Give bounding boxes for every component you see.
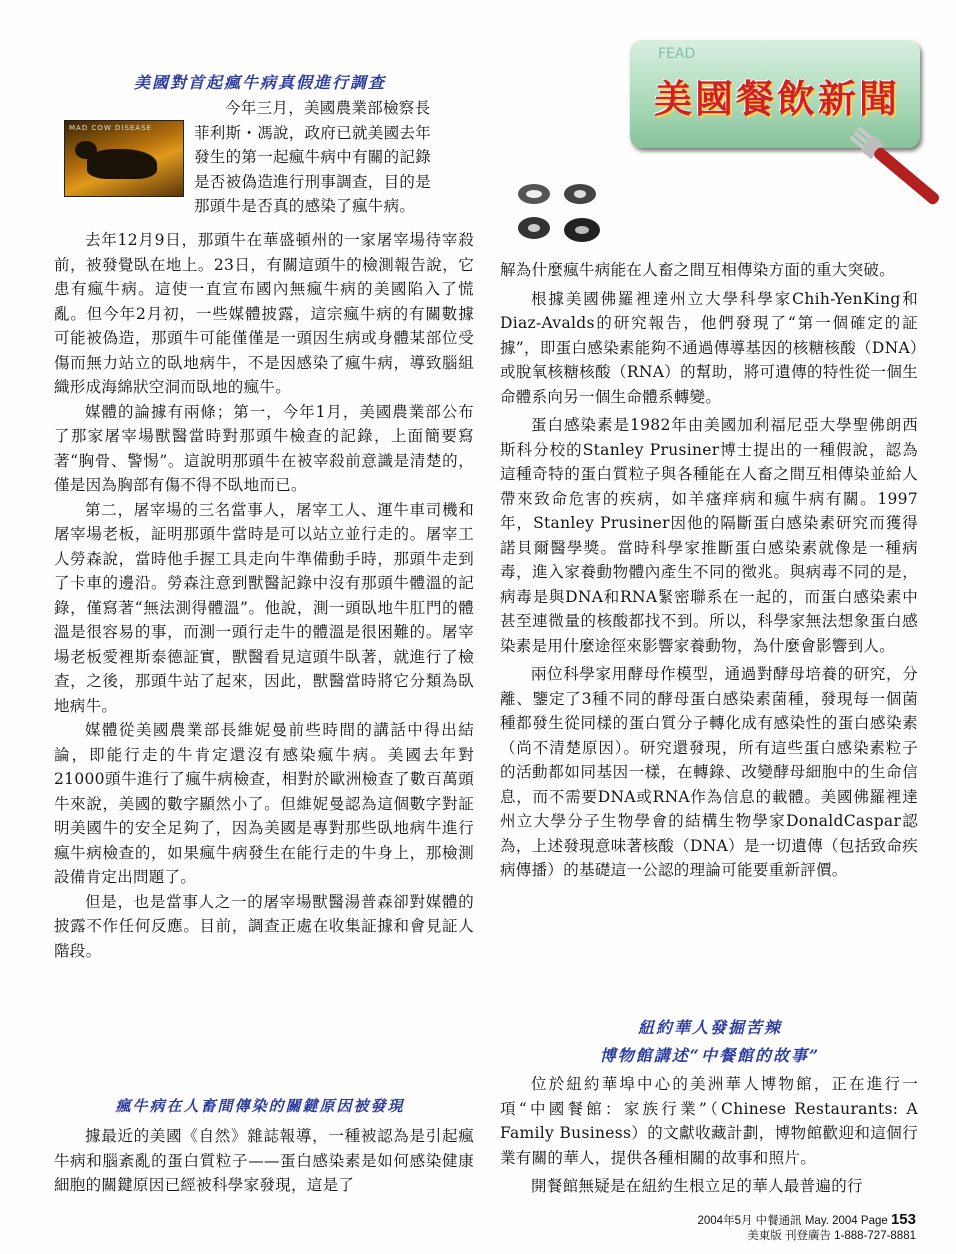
article-heading-3-line2: 博物館講述“中餐館的故事”	[599, 1046, 821, 1065]
page-footer	[697, 1212, 916, 1244]
footer-line-1	[697, 1212, 916, 1229]
intro-block	[194, 96, 474, 219]
paragraph: 位於紐約華埠中心的美洲華人博物館，正在進行一項“中國餐館：家族行業”（Chinese Restaurants: A Family Business）的文獻收藏計劃，博物館歡迎和這個行業有關的華人，提供各種相關的故事和照片。	[500, 1075, 918, 1167]
right-column-body	[500, 258, 918, 883]
article-heading-2: 瘋牛病在人畜間傳染的關鍵原因被發現	[115, 1097, 405, 1115]
paragraph: 去年12月9日，那頭牛在華盛頓州的一家屠宰場待宰殺前，被發覺臥在地上。23日，有關這頭牛的檢測報告說，它患有瘋牛病。這使一直宣布國內無瘋牛病的美國陷入了慌亂。但今年2月初，一些媒體披露，這宗瘋牛病的有關數據可能被偽造，那頭牛可能僅僅是一頭因生病或身體某部位受傷而無力站立的臥地病牛，不是因感染了瘋牛病，導致腦組織形成海綿狀空洞而臥地的瘋牛。	[54, 231, 474, 396]
paragraph: 蛋白感染素是1982年由美國加利福尼亞大學聖佛朗西斯科分校的Stanley Prusiner博士提出的一種假說，認為這種奇特的蛋白質粒子與各種能在人畜之間互相傳染並給人帶來致命危害的疾病，如羊瘙痒病和瘋牛病有關。1997年，Stanley Prusiner因他的隔斷蛋白感染素研究而獲得諾貝爾醫學獎。當時科學家推斷蛋白感染素就像是一種病毒，進入家養動物體內產生不同的徵兆。與病毒不同的是，病毒是與DNA和RNA緊密聯系在一起的，而蛋白感染素中甚至連微量的核酸都找不到。所以，科學家無法想象蛋白感染素是用什麼途徑來影響家養動物，為什麼會影響到人。	[500, 416, 918, 655]
logo-title: 美國餐飲新聞	[654, 77, 901, 121]
logo-watermark-text: FEAD	[658, 46, 696, 62]
page-number: 153	[890, 1211, 916, 1228]
paragraph: 據最近的美國《自然》雜誌報導，一種被認為是引起瘋牛病和腦紊亂的蛋白質粒子——蛋白感染素是如何感染健康細胞的關鍵原因已經被科學家發現，這是了	[54, 1127, 474, 1194]
paragraph: 但是，也是當事人之一的屠宰場獸醫湯普森卻對媒體的披露不作任何反應。目前，調查正處在收集証據和會見証人階段。	[54, 892, 474, 960]
left-column-body	[54, 228, 474, 963]
photo-caption: MAD COW DISEASE	[69, 124, 152, 132]
footer-line-2: 美東版 刊登廣告 1-888-727-8881	[747, 1230, 916, 1242]
paragraph: 媒體從美國農業部長維妮曼前些時間的講話中得出結論，即能行走的牛肯定還沒有感染瘋牛病。美國去年對21000頭牛進行了瘋牛病檢查，相對於歐洲檢查了數百萬頭牛來說，美國的數字顯然小了。但維妮曼認為這個數字對証明美國牛的安全足夠了，因為美國是專對那些臥地病牛進行瘋牛病檢查的，如果瘋牛病發生在能行走的牛身上，那檢測設備肯定出問題了。	[54, 721, 474, 886]
fork-icon	[835, 110, 955, 220]
cow-body-shape	[87, 149, 157, 179]
intro-line: 是否被偽造進行刑事調查，目的是	[194, 172, 432, 191]
paragraph-continued: 解為什麼瘋牛病能在人畜之間互相傳染方面的重大突破。	[500, 261, 896, 279]
right-column-h3-body	[500, 1072, 918, 1199]
intro-line: 菲利斯・馮說，政府已就美國去年	[194, 123, 432, 142]
paragraph: 根據美國佛羅裡達州立大學科學家Chih-YenKing和Diaz-Avalds的研究報告，他們發現了“第一個確定的証據”，即蛋白感染素能夠不通過傳導基因的核糖核酸（DNA）或脫氧核糖核酸（RNA）的幫助，將可遺傳的特性從一個生命體系向另一個生命體系轉變。	[500, 289, 918, 406]
mad-cow-photo	[64, 120, 184, 197]
footer-issue: 2004年5月 中餐通訊 May. 2004 Page	[697, 1215, 888, 1227]
article-heading-1: 美國對首起瘋牛病真假進行調查	[133, 73, 386, 92]
article-heading-3-line1: 紐約華人發掘苦辣	[637, 1018, 782, 1037]
intro-line: 發生的第一起瘋牛病中有關的記錄	[194, 148, 432, 166]
intro-line: 那頭牛是否真的感染了瘋牛病。	[194, 197, 416, 215]
paragraph: 第二，屠宰場的三名當事人，屠宰工人、運牛車司機和屠宰場老板，証明那頭牛當時是可以站立並行走的。屠宰工人勞森說，當時他手握工具走向牛準備動手時，那頭牛走到了卡車的邊沿。勞森注意到獸醫記錄中沒有那頭牛體溫的記錄，僅寫著“無法測得體溫”。他說，測一頭臥地牛肛門的體溫是很容易的事，而測一頭行走牛的體溫是很困難的。屠宰場老板愛裡斯泰德証實，獸醫看見這頭牛臥著，就進行了檢查，之後，那頭牛站了起來，因此，獸醫當時將它分類為臥地病牛。	[54, 500, 474, 715]
paragraph: 媒體的論據有兩條；第一，今年1月，美國農業部公布了那家屠宰場獸醫當時對那頭牛檢查的記錄，上面簡要寫著“胸骨、警惕”。這說明那頭牛在被宰殺前意識是清楚的，僅是因為胸部有傷不得不臥地而已。	[54, 402, 474, 494]
left-column-h2-body	[54, 1124, 474, 1198]
intro-line: 今年三月，美國農業部檢察長	[225, 99, 431, 117]
microscope-image	[512, 178, 612, 248]
paragraph: 開餐館無疑是在紐約生根立足的華人最普遍的行	[531, 1177, 863, 1195]
paragraph: 兩位科學家用酵母作模型，通過對酵母培養的研究，分離、鑒定了3種不同的酵母蛋白感染素菌種，發現每一個菌種都發生從同樣的蛋白質分子轉化成有感染性的蛋白感染素（尚不清楚原因）。研究還發現，所有這些蛋白感染素粒子的活動都如同基因一樣，在轉錄、改變酵母細胞中的生命信息，而不需要DNA或RNA作為信息的載體。美國佛羅裡達州立大學分子生物學會的結構生物學家DonaldCaspar認為，上述發現意味著核酸（DNA）是一切遺傳（包括致命疾病傳播）的基礎這一公認的理論可能要重新評價。	[500, 665, 918, 879]
